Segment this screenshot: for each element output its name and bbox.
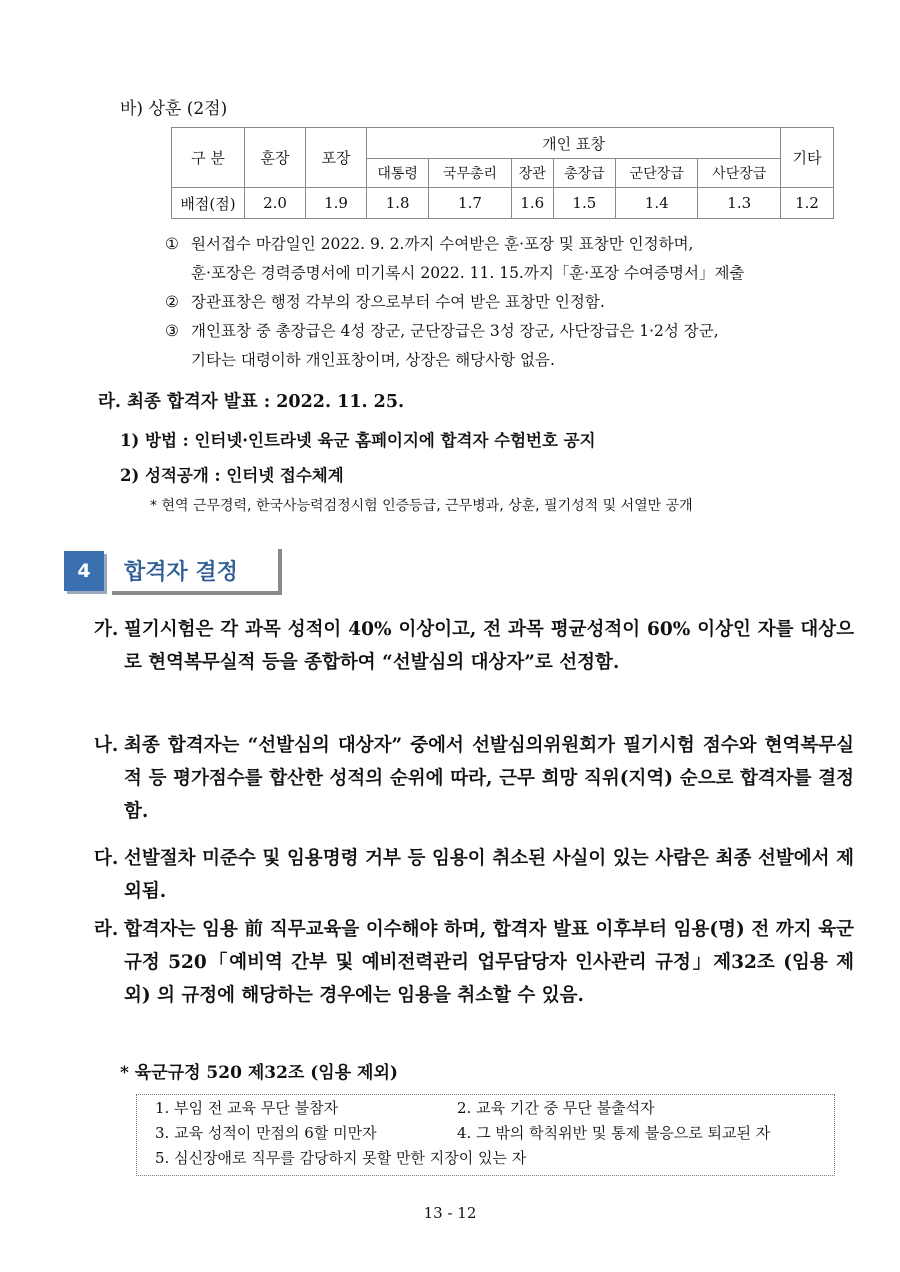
note-item: [165, 317, 845, 375]
section-number-badge: 4: [64, 551, 104, 591]
header-etc: 기타: [781, 128, 834, 188]
table-cell: 1.6: [511, 188, 553, 219]
table-cell: 1.5: [553, 188, 615, 219]
note-line: 장관표창은 행정 각부의 장으로부터 수여 받은 표창만 인정함.: [191, 293, 605, 311]
note-number: ①: [165, 235, 179, 253]
paragraph-label: 가.: [94, 619, 119, 640]
subheader-corps: 군단장급: [615, 159, 698, 188]
announcement-method: 1) 방법 : 인터넷·인트라넷 육군 홈페이지에 합격자 수험번호 공지: [120, 431, 596, 450]
note-number: ②: [165, 293, 179, 311]
paragraph-text: 최종 합격자는 “선발심의 대상자” 중에서 선발심의위원회가 필기시험 점수와 현역복무실적 등 평가점수를 합산한 성적의 순위에 따라, 근무 희망 직위(지역) 순으로 합격자를 결정함.: [124, 735, 854, 822]
rule-item: 5. 심신장애로 직무를 감당하지 못할 만한 지장이 있는 자: [155, 1149, 527, 1167]
header-individual: 개인 표창: [367, 128, 781, 159]
paragraph-label: 나.: [94, 735, 119, 756]
subheader-president: 대통령: [367, 159, 429, 188]
header-gubun: 구 분: [172, 128, 245, 188]
final-announcement-heading: 라. 최종 합격자 발표 : 2022. 11. 25.: [98, 392, 405, 412]
table-cell: 1.4: [615, 188, 698, 219]
subheader-prime-minister: 국무총리: [429, 159, 512, 188]
paragraph-ga: [94, 613, 854, 679]
header-hunjang: 훈장: [245, 128, 306, 188]
score-disclosure: 2) 성적공개 : 인터넷 접수체계: [120, 466, 344, 485]
header-pojang: 포장: [306, 128, 367, 188]
table-cell: 1.8: [367, 188, 429, 219]
paragraph-text: 필기시험은 각 과목 성적이 40% 이상이고, 전 과목 평균성적이 60% 이상인 자를 대상으로 현역복무실적 등을 종합하여 “선발심의 대상자”로 선정함.: [124, 619, 854, 673]
rule-title: * 육군규정 520 제32조 (임용 제외): [120, 1063, 398, 1083]
note-item: [165, 230, 845, 288]
paragraph-da: [94, 842, 854, 908]
rule-item: 3. 교육 성적이 만점의 6할 미만자: [155, 1124, 377, 1142]
paragraph-text: 선발절차 미준수 및 임용명령 거부 등 임용이 취소된 사실이 있는 사람은 최종 선발에서 제외됨.: [124, 848, 854, 902]
paragraph-text: 합격자는 임용 前 직무교육을 이수해야 하며, 합격자 발표 이후부터 임용(명) 전 까지 육군규정 520「예비역 간부 및 예비전력관리 업무담당자 인사관리 규정」제32조 (임용 제외) 의 규정에 해당하는 경우에는 임용을 취소할 수 있음.: [124, 919, 854, 1006]
awards-table: [171, 127, 834, 219]
subheader-minister: 장관: [511, 159, 553, 188]
table-cell: 2.0: [245, 188, 306, 219]
table-cell: 1.9: [306, 188, 367, 219]
note-number: ③: [165, 322, 179, 340]
paragraph-na: [94, 729, 854, 828]
rule-item: 1. 부임 전 교육 무단 불참자: [155, 1099, 339, 1117]
rule-item: 4. 그 밖의 학칙위반 및 통제 불응으로 퇴교된 자: [457, 1124, 771, 1142]
section-title: 합격자 결정: [124, 560, 238, 585]
table-cell: 1.3: [698, 188, 781, 219]
note-line: 개인표창 중 총장급은 4성 장군, 군단장급은 3성 장군, 사단장급은 1·2성 장군,: [191, 322, 719, 340]
subheader-chief: 총장급: [553, 159, 615, 188]
table-cell: 1.2: [781, 188, 834, 219]
note-line: 기타는 대령이하 개인표창이며, 상장은 해당사항 없음.: [191, 351, 555, 369]
disclosure-note: * 현역 근무경력, 한국사능력검정시험 인증등급, 근무병과, 상훈, 필기성적 및 서열만 공개: [150, 498, 693, 514]
awards-notes: [165, 230, 845, 375]
awards-title: 바) 상훈 (2점): [120, 99, 228, 119]
note-line: 원서접수 마감일인 2022. 9. 2.까지 수여받은 훈·포장 및 표창만 인정하며,: [191, 235, 694, 253]
paragraph-ra: [94, 913, 854, 1012]
paragraph-label: 라.: [94, 919, 119, 940]
exclusion-rules-box: [136, 1094, 835, 1176]
paragraph-label: 다.: [94, 848, 119, 869]
section-heading: [112, 549, 282, 595]
table-cell: 1.7: [429, 188, 512, 219]
note-line: 훈·포장은 경력증명서에 미기록시 2022. 11. 15.까지「훈·포장 수여증명서」제출: [191, 264, 745, 282]
note-item: [165, 288, 845, 317]
rule-item: 2. 교육 기간 중 무단 불출석자: [457, 1099, 655, 1117]
page-number: 13 - 12: [423, 1204, 477, 1222]
subheader-division: 사단장급: [698, 159, 781, 188]
row-label: 배점(점): [172, 188, 245, 219]
